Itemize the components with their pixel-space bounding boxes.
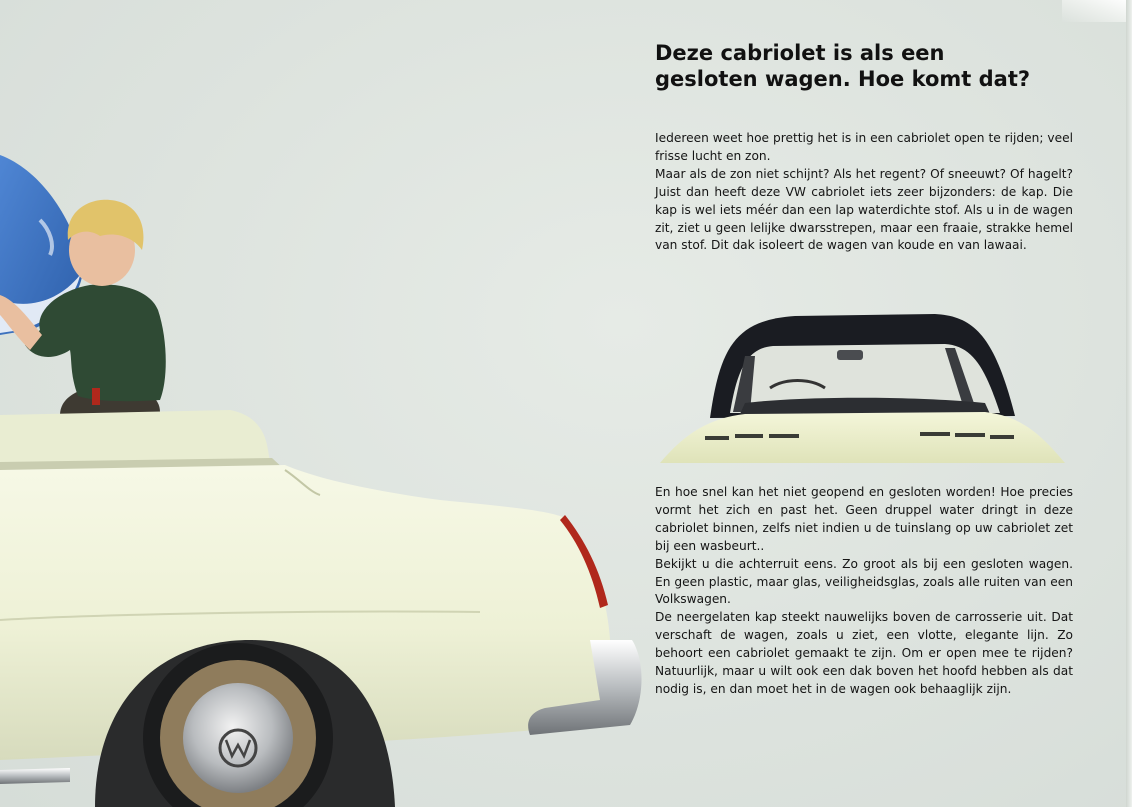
body-paragraph: Bekijkt u die achterruit eens. Zo groot als bij een gesloten wagen. En geen plastic, maar glas, veiligheidsglas, zoals alle ruiten van een Volkswagen. <box>655 556 1073 607</box>
folded-soft-top <box>0 410 285 475</box>
page-corner-fold <box>1062 0 1132 22</box>
boy-on-convertible-photo <box>0 150 660 807</box>
page-edge <box>1126 0 1132 807</box>
convertible-car <box>0 465 642 807</box>
intro-paragraph: Maar als de zon niet schijnt? Als het regent? Of sneeuwt? Of hagelt? Juist dan heeft deze VW cabriolet iets zeer bijzonders: de kap. Die kap is wel iets méér dan een lap waterdichte stof. Als u in de wagen zit, ziet u geen lelijke dwarsstrepen, maar een fraaie, strakke hemel van stof. Dit dak isoleert de wagen van koude en van lawaai. <box>655 166 1073 253</box>
body-paragraph: En hoe snel kan het niet geopend en gesloten worden! Hoe precies vormt het zich en past het. Geen druppel water dringt in deze cabriolet binnen, zelfs niet indien u de tuinslang op uw cabriolet zet bij een wasbeurt.. <box>655 485 1073 553</box>
rear-view-car-photo <box>655 308 1065 466</box>
heading-line-2: gesloten wagen. Hoe komt dat? <box>655 67 1031 91</box>
body-text <box>655 484 1073 699</box>
intro-text <box>655 130 1073 255</box>
page-heading <box>655 40 1075 92</box>
intro-paragraph: Iedereen weet hoe prettig het is in een cabriolet open te rijden; veel frisse lucht en zon. <box>655 131 1073 163</box>
heading-line-1: Deze cabriolet is als een <box>655 41 945 65</box>
hubcap <box>183 683 293 793</box>
body-paragraph: De neergelaten kap steekt nauwelijks boven de carrosserie uit. Dat verschaft de wagen, zoals u ziet, een vlotte, elegante lijn. Zo behoort een cabriolet gemaakt te zijn. Om er open mee te rijden? Natuurlijk, maar u wilt ook een dak boven het hoofd hebben als dat nodig is, en dan moet het in de wagen ook behaaglijk zijn. <box>655 610 1073 696</box>
